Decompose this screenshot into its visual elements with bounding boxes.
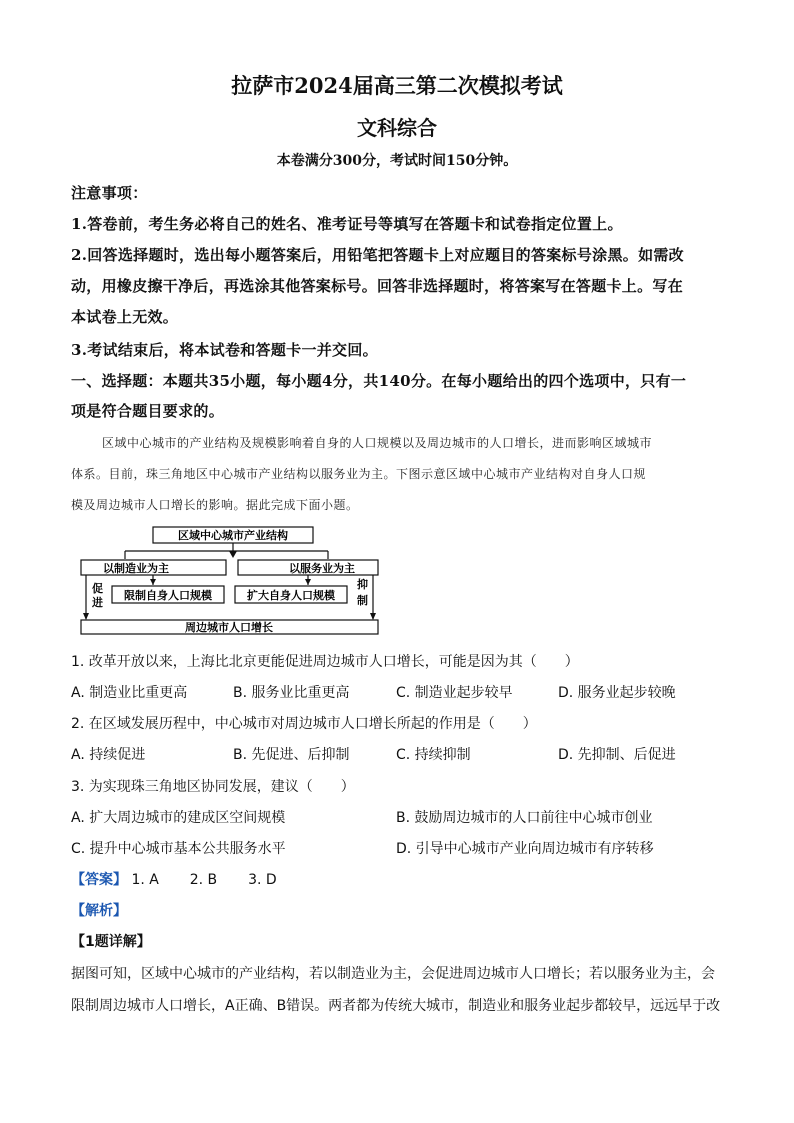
question-1-stem: 1. 改革开放以来，上海比北京更能促进周边城市人口增长，可能是因为其（ ） xyxy=(71,654,579,670)
passage-line-1: 区域中心城市的产业结构及规模影响着自身的人口规模以及周边城市的人口增长，进而影响区域城市 xyxy=(102,436,653,450)
detail-line-1: 据图可知，区域中心城市的产业结构，若以制造业为主，会促进周边城市人口增长；若以服务业为主，会 xyxy=(71,966,715,982)
note-item-3: 3.考试结束后，将本试卷和答题卡一并交回。 xyxy=(71,341,378,359)
question-2-option-c: C. 持续抑制 xyxy=(396,747,471,763)
diagram-top-label: 区域中心城市产业结构 xyxy=(178,529,288,542)
question-1-option-d: D. 服务业起步较晚 xyxy=(558,685,676,701)
answer-tag: 【答案】 xyxy=(71,872,127,888)
exam-info: 本卷满分300分，考试时间150分钟。 xyxy=(276,153,518,169)
diagram-bottom-label: 周边城市人口增长 xyxy=(185,621,273,634)
answer-3: 3. D xyxy=(248,872,277,888)
exam-subtitle: 文科综合 xyxy=(357,116,437,140)
section-heading-line-1: 一、选择题：本题共35小题，每小题4分，共140分。在每小题给出的四个选项中，只有一 xyxy=(71,372,687,390)
question-1-option-c: C. 制造业起步较早 xyxy=(396,685,513,701)
note-item-2-line-2: 动，用橡皮擦干净后，再选涂其他答案标号。回答非选择题时，将答案写在答题卡上。写在 xyxy=(71,277,684,295)
question-2-stem: 2. 在区域发展历程中，中心城市对周边城市人口增长所起的作用是（ ） xyxy=(71,716,537,732)
passage-line-3: 模及周边城市人口增长的影响。据此完成下面小题。 xyxy=(71,498,359,512)
question-3-option-d: D. 引导中心城市产业向周边城市有序转移 xyxy=(396,841,654,857)
industry-structure-diagram xyxy=(78,524,383,642)
diagram-inhibit-label-1: 抑 xyxy=(357,578,368,591)
diagram-inhibit-label-2: 制 xyxy=(357,594,368,607)
diagram-svg xyxy=(78,524,383,638)
answer-2: 2. B xyxy=(189,872,218,888)
question-3-option-a: A. 扩大周边城市的建成区空间规模 xyxy=(71,810,286,826)
diagram-promote-label-1: 促 xyxy=(92,582,103,595)
detail-line-2: 限制周边城市人口增长，A正确、B错误。两者都为传统大城市，制造业和服务业起步都较早，远远早于改 xyxy=(71,998,721,1014)
diagram-left-box-label: 限制自身人口规模 xyxy=(124,589,212,602)
question-1-option-b: B. 服务业比重更高 xyxy=(233,685,350,701)
note-item-2-line-3: 本试卷上无效。 xyxy=(71,308,179,326)
diagram-left-branch-label: 以制造业为主 xyxy=(103,562,169,575)
analysis-tag: 【解析】 xyxy=(71,903,127,919)
question-3-stem: 3. 为实现珠三角地区协同发展，建议（ ） xyxy=(71,779,355,795)
diagram-promote-label-2: 进 xyxy=(92,596,103,609)
section-heading-line-2: 项是符合题目要求的。 xyxy=(71,402,225,420)
detail-tag: 【1题详解】 xyxy=(71,934,151,950)
question-2-option-d: D. 先抑制、后促进 xyxy=(558,747,676,763)
answer-line xyxy=(71,869,277,889)
question-2-option-a: A. 持续促进 xyxy=(71,747,146,763)
note-item-1: 1.答卷前，考生务必将自己的姓名、准考证号等填写在答题卡和试卷指定位置上。 xyxy=(71,215,623,233)
question-1-option-a: A. 制造业比重更高 xyxy=(71,685,188,701)
question-3-option-c: C. 提升中心城市基本公共服务水平 xyxy=(71,841,286,857)
exam-title: 拉萨市2024届高三第二次模拟考试 xyxy=(231,73,563,98)
diagram-right-branch-label: 以服务业为主 xyxy=(289,562,355,575)
question-3-option-b: B. 鼓励周边城市的人口前往中心城市创业 xyxy=(396,810,653,826)
answer-1: 1. A xyxy=(131,872,159,888)
notes-heading: 注意事项： xyxy=(71,184,148,202)
passage-line-2: 体系。目前，珠三角地区中心城市产业结构以服务业为主。下图示意区域中心城市产业结构对自身人口规 xyxy=(71,467,647,481)
diagram-right-box-label: 扩大自身人口规模 xyxy=(247,589,335,602)
note-item-2-line-1: 2.回答选择题时，选出每小题答案后，用铅笔把答题卡上对应题目的答案标号涂黑。如需改 xyxy=(71,246,684,264)
question-2-option-b: B. 先促进、后抑制 xyxy=(233,747,350,763)
